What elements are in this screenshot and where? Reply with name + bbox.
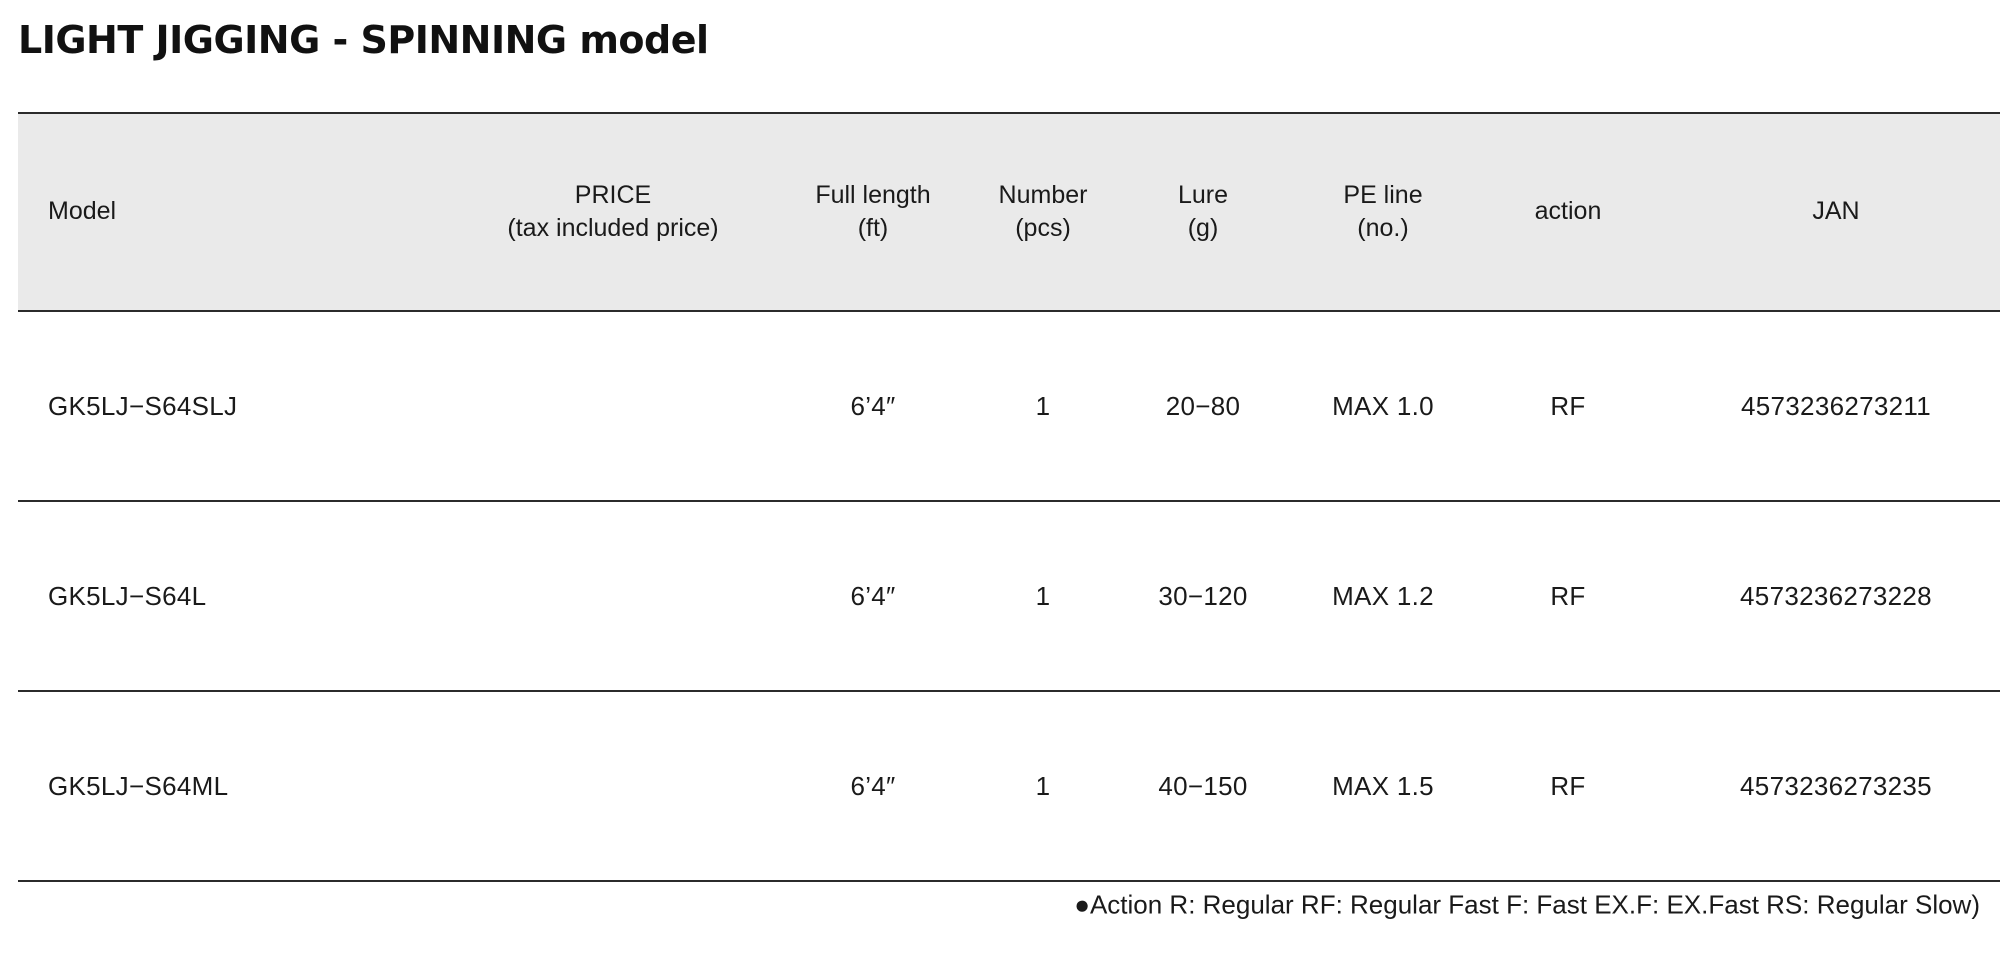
column-header-full-length [778, 113, 968, 311]
table-row [18, 501, 2000, 691]
cell-lure: 30−120 [1118, 501, 1288, 691]
cell-pe-line: MAX 1.2 [1288, 501, 1478, 691]
column-header-jan-line1: JAN [1812, 197, 1860, 226]
spec-table-container [18, 112, 1984, 882]
cell-model: GK5LJ−S64L [18, 501, 448, 691]
column-header-jan [1658, 113, 2000, 311]
column-header-price-line1: PRICE [574, 180, 652, 209]
cell-number: 1 [968, 311, 1118, 501]
cell-lure: 40−150 [1118, 691, 1288, 881]
column-header-pe-line-line1: PE line [1343, 180, 1423, 209]
cell-price [448, 311, 778, 501]
cell-model: GK5LJ−S64SLJ [18, 311, 448, 501]
bullet-icon: ● [1074, 889, 1090, 920]
cell-pe-line: MAX 1.0 [1288, 311, 1478, 501]
cell-price [448, 691, 778, 881]
column-header-number [968, 113, 1118, 311]
cell-action: RF [1478, 691, 1658, 881]
column-header-full-length-line1: Full length [815, 180, 931, 209]
cell-action: RF [1478, 501, 1658, 691]
column-header-number-line1: Number [998, 180, 1088, 209]
cell-full-length: 6’4″ [778, 311, 968, 501]
action-legend-text: Action R: Regular RF: Regular Fast F: Fast EX.F: EX.Fast RS: Regular Slow) [1089, 889, 1980, 920]
cell-jan: 4573236273235 [1658, 691, 2000, 881]
cell-number: 1 [968, 501, 1118, 691]
cell-lure: 20−80 [1118, 311, 1288, 501]
column-header-model-line1: Model [48, 197, 117, 226]
column-header-pe-line [1288, 113, 1478, 311]
column-header-full-length-line2: (ft) [857, 214, 889, 242]
column-header-price-line2: (tax included price) [507, 214, 719, 242]
cell-jan: 4573236273211 [1658, 311, 2000, 501]
column-header-model [18, 113, 448, 311]
column-header-pe-line-line2: (no.) [1357, 214, 1409, 242]
cell-model: GK5LJ−S64ML [18, 691, 448, 881]
column-header-price [448, 113, 778, 311]
cell-pe-line: MAX 1.5 [1288, 691, 1478, 881]
cell-price [448, 501, 778, 691]
cell-full-length: 6’4″ [778, 501, 968, 691]
table-row [18, 691, 2000, 881]
column-header-lure-line1: Lure [1177, 180, 1229, 209]
cell-action: RF [1478, 311, 1658, 501]
column-header-lure-line2: (g) [1187, 214, 1219, 242]
cell-number: 1 [968, 691, 1118, 881]
table-body [18, 311, 2000, 881]
column-header-number-line2: (pcs) [1015, 214, 1071, 242]
cell-jan: 4573236273228 [1658, 501, 2000, 691]
column-header-lure [1118, 113, 1288, 311]
spec-table [18, 112, 2000, 882]
table-header [18, 113, 2000, 311]
action-legend-footnote [1074, 890, 1980, 921]
table-row [18, 311, 2000, 501]
column-header-action-line1: action [1534, 197, 1602, 226]
table-header-row [18, 113, 2000, 311]
page-title: LIGHT JIGGING - SPINNING model [18, 18, 709, 62]
column-header-action [1478, 113, 1658, 311]
cell-full-length: 6’4″ [778, 691, 968, 881]
